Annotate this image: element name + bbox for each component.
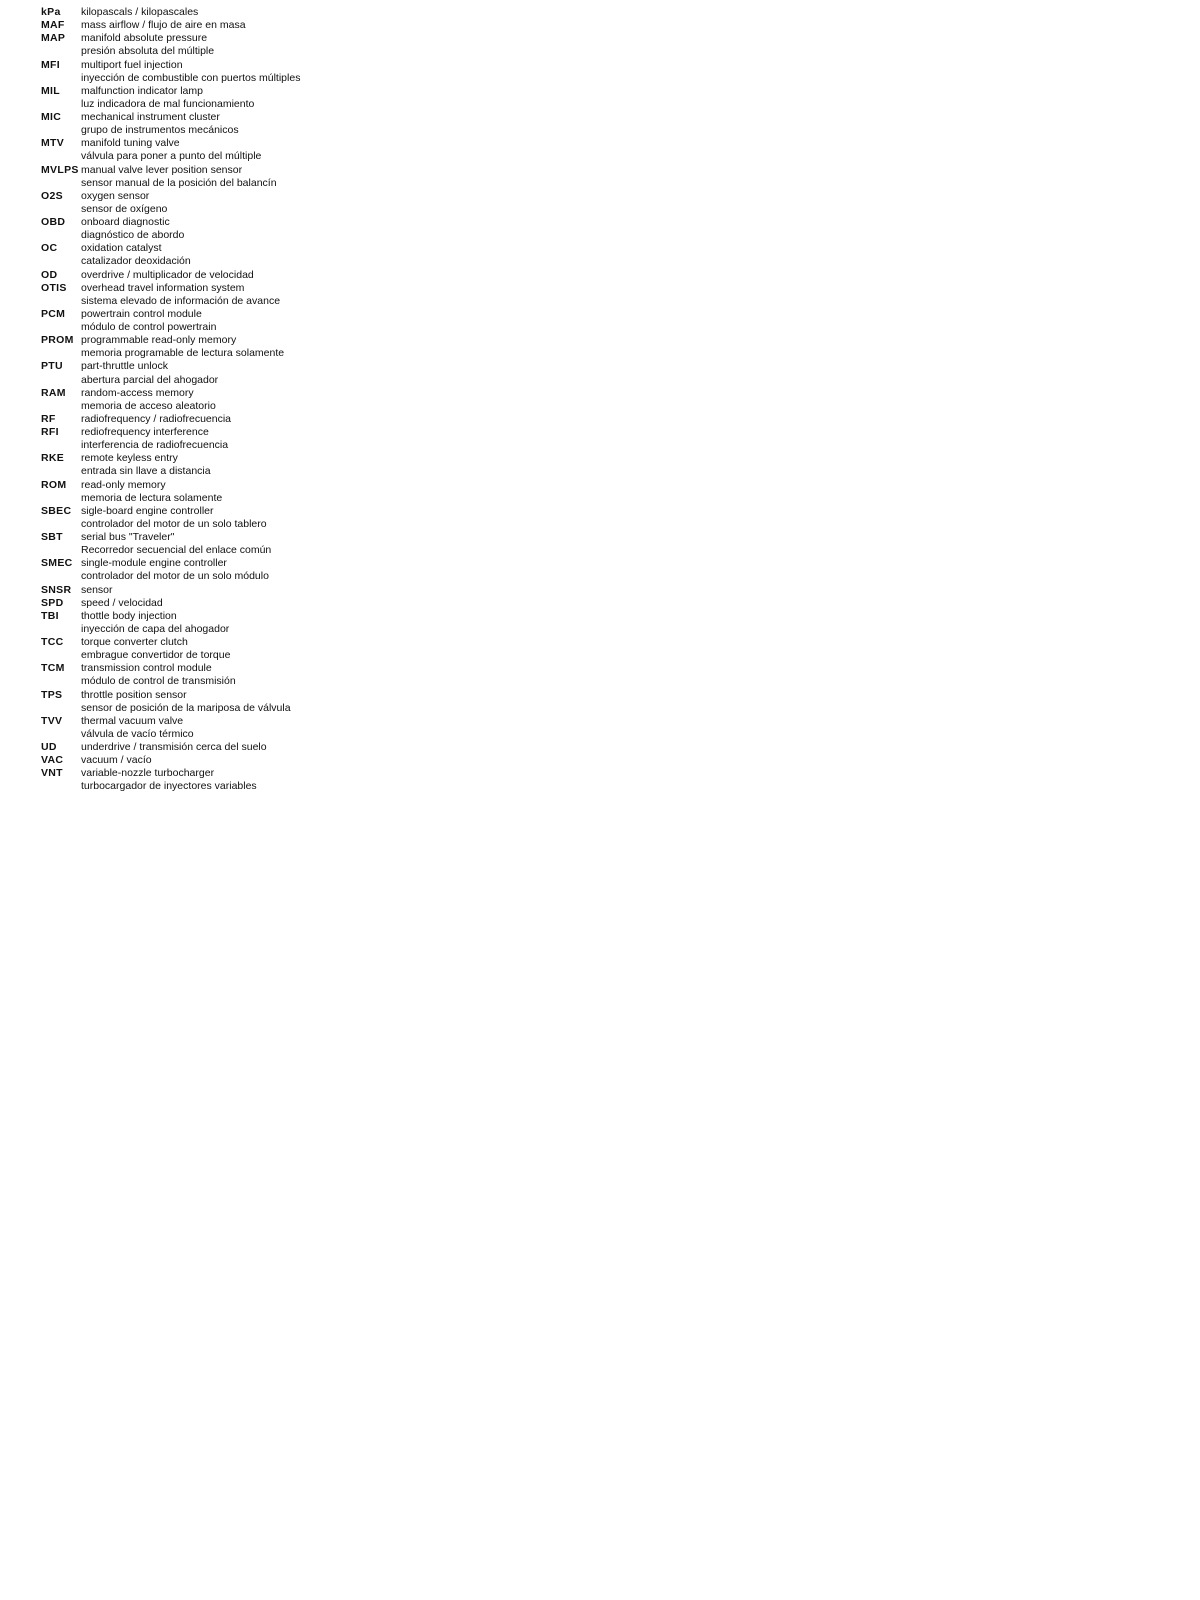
glossary-abbreviation: MFI xyxy=(41,58,60,71)
glossary-line xyxy=(41,45,741,58)
glossary-abbreviation xyxy=(41,374,81,387)
glossary-definition: presión absoluta del múltiple xyxy=(81,45,215,58)
glossary-definition: catalizador deoxidación xyxy=(81,255,191,268)
glossary-line xyxy=(41,767,741,780)
glossary-definition: sigle-board engine controller xyxy=(81,504,214,517)
glossary-definition: multiport fuel injection xyxy=(81,58,183,71)
glossary-abbreviation xyxy=(41,492,81,505)
glossary-definition: interferencia de radiofrecuencia xyxy=(81,439,229,452)
glossary-definition: variable-nozzle turbocharger xyxy=(81,767,215,780)
glossary-line xyxy=(41,531,741,544)
glossary-definition: overhead travel information system xyxy=(81,281,245,294)
glossary-abbreviation: kPa xyxy=(41,6,61,18)
glossary-line xyxy=(41,85,741,98)
glossary-abbreviation: OBD xyxy=(41,216,66,228)
glossary-abbreviation: MAP xyxy=(41,32,66,45)
glossary-abbreviation xyxy=(41,45,81,58)
glossary-line xyxy=(41,570,741,583)
glossary-definition: vacuum / vacío xyxy=(81,754,152,767)
glossary-line xyxy=(41,150,741,163)
glossary-abbreviation: RAM xyxy=(41,386,66,399)
glossary-abbreviation xyxy=(41,229,81,242)
glossary-definition: throttle position sensor xyxy=(81,688,187,701)
abbreviation-glossary xyxy=(41,6,741,794)
glossary-abbreviation xyxy=(41,400,81,413)
glossary-line xyxy=(41,282,741,295)
glossary-definition: válvula de vacío térmico xyxy=(81,727,194,740)
glossary-abbreviation: TCC xyxy=(41,636,64,648)
glossary-definition: sensor de posición de la mariposa de válvula xyxy=(81,701,291,714)
glossary-line xyxy=(41,387,741,400)
glossary-abbreviation xyxy=(41,780,81,793)
glossary-line xyxy=(41,19,741,32)
glossary-definition: grupo de instrumentos mecánicos xyxy=(81,124,239,137)
glossary-line xyxy=(41,728,741,741)
glossary-definition: malfunction indicator lamp xyxy=(81,84,203,97)
glossary-line xyxy=(41,190,741,203)
glossary-line xyxy=(41,689,741,702)
glossary-line xyxy=(41,334,741,347)
glossary-abbreviation: SMEC xyxy=(41,557,73,570)
glossary-abbreviation: PTU xyxy=(41,360,63,373)
glossary-line xyxy=(41,741,741,754)
glossary-definition: thottle body injection xyxy=(81,609,177,622)
glossary-abbreviation: TPS xyxy=(41,688,63,701)
glossary-definition: serial bus "Traveler" xyxy=(81,531,175,543)
glossary-line xyxy=(41,203,741,216)
glossary-line xyxy=(41,465,741,478)
glossary-definition: controlador del motor de un solo tablero xyxy=(81,517,267,530)
glossary-definition: read-only memory xyxy=(81,478,166,491)
glossary-abbreviation: RFI xyxy=(41,426,59,438)
glossary-line xyxy=(41,662,741,675)
glossary-definition: torque converter clutch xyxy=(81,636,188,648)
glossary-abbreviation xyxy=(41,544,81,557)
glossary-definition: diagnóstico de abordo xyxy=(81,229,185,242)
glossary-abbreviation xyxy=(41,72,81,85)
glossary-definition: memoria programable de lectura solamente xyxy=(81,347,285,360)
glossary-abbreviation xyxy=(41,124,81,137)
glossary-abbreviation xyxy=(41,675,81,688)
glossary-line xyxy=(41,347,741,360)
glossary-definition: thermal vacuum valve xyxy=(81,714,184,727)
glossary-line xyxy=(41,229,741,242)
glossary-line xyxy=(41,780,741,793)
glossary-definition: underdrive / transmisión cerca del suelo xyxy=(81,741,267,753)
glossary-definition: embrague convertidor de torque xyxy=(81,649,231,662)
glossary-definition: kilopascals / kilopascales xyxy=(81,6,199,18)
glossary-line xyxy=(41,295,741,308)
glossary-abbreviation: MIL xyxy=(41,84,60,97)
glossary-line xyxy=(41,360,741,373)
glossary-abbreviation xyxy=(41,728,81,741)
glossary-line xyxy=(41,216,741,229)
glossary-abbreviation xyxy=(41,255,81,268)
glossary-abbreviation: TCM xyxy=(41,662,65,675)
glossary-definition: mechanical instrument cluster xyxy=(81,111,220,123)
glossary-definition: memoria de acceso aleatorio xyxy=(81,399,216,412)
glossary-line xyxy=(41,702,741,715)
glossary-line xyxy=(41,164,741,177)
glossary-definition: programmable read-only memory xyxy=(81,334,237,347)
glossary-line xyxy=(41,492,741,505)
glossary-line xyxy=(41,111,741,124)
glossary-line xyxy=(41,177,741,190)
glossary-definition: luz indicadora de mal funcionamiento xyxy=(81,97,255,110)
glossary-abbreviation xyxy=(41,570,81,583)
glossary-definition: sensor manual de la posición del balancín xyxy=(81,176,277,189)
glossary-abbreviation: SBT xyxy=(41,531,63,543)
glossary-abbreviation xyxy=(41,465,81,478)
glossary-abbreviation: OD xyxy=(41,268,58,281)
glossary-abbreviation: RF xyxy=(41,412,56,425)
glossary-line xyxy=(41,479,741,492)
glossary-abbreviation: PROM xyxy=(41,334,74,347)
glossary-line xyxy=(41,649,741,662)
glossary-definition: entrada sin llave a distancia xyxy=(81,465,211,478)
glossary-abbreviation xyxy=(41,649,81,662)
glossary-definition: part-thruttle unlock xyxy=(81,360,168,373)
glossary-abbreviation: UD xyxy=(41,741,57,753)
glossary-definition: manifold absolute pressure xyxy=(81,32,208,45)
glossary-abbreviation: MTV xyxy=(41,137,65,150)
glossary-line xyxy=(41,413,741,426)
glossary-abbreviation xyxy=(41,623,81,636)
glossary-definition: válvula para poner a punto del múltiple xyxy=(81,150,262,163)
glossary-abbreviation: MAF xyxy=(41,19,65,32)
glossary-line xyxy=(41,557,741,570)
glossary-abbreviation xyxy=(41,321,81,334)
glossary-definition: overdrive / multiplicador de velocidad xyxy=(81,268,254,281)
glossary-definition: random-access memory xyxy=(81,386,194,399)
glossary-definition: sistema elevado de información de avance xyxy=(81,294,281,307)
glossary-definition: módulo de control de transmisión xyxy=(81,675,236,688)
glossary-line xyxy=(41,98,741,111)
glossary-definition: memoria de lectura solamente xyxy=(81,491,223,504)
glossary-abbreviation: SNSR xyxy=(41,583,72,596)
glossary-line xyxy=(41,439,741,452)
glossary-definition: inyección de capa del ahogador xyxy=(81,622,230,635)
glossary-abbreviation xyxy=(41,702,81,715)
glossary-definition: turbocargador de inyectores variables xyxy=(81,780,257,793)
glossary-abbreviation: OTIS xyxy=(41,281,67,294)
glossary-line xyxy=(41,124,741,137)
glossary-abbreviation xyxy=(41,98,81,111)
glossary-line xyxy=(41,715,741,728)
glossary-line xyxy=(41,137,741,150)
glossary-definition: manual valve lever position sensor xyxy=(81,163,243,176)
glossary-abbreviation xyxy=(41,203,81,216)
glossary-line xyxy=(41,675,741,688)
glossary-abbreviation xyxy=(41,518,81,531)
glossary-abbreviation: VAC xyxy=(41,754,64,767)
glossary-abbreviation: SBEC xyxy=(41,504,72,517)
glossary-definition: mass airflow / flujo de aire en masa xyxy=(81,19,246,32)
glossary-abbreviation: PCM xyxy=(41,307,66,320)
glossary-line xyxy=(41,452,741,465)
glossary-line xyxy=(41,72,741,85)
glossary-line xyxy=(41,6,741,19)
glossary-definition: inyección de combustible con puertos múltiples xyxy=(81,71,301,84)
glossary-line xyxy=(41,518,741,531)
glossary-line xyxy=(41,754,741,767)
glossary-abbreviation xyxy=(41,347,81,360)
glossary-abbreviation xyxy=(41,439,81,452)
glossary-abbreviation: TVV xyxy=(41,714,63,727)
glossary-line xyxy=(41,610,741,623)
glossary-line xyxy=(41,623,741,636)
glossary-abbreviation: OC xyxy=(41,242,58,255)
glossary-definition: Recorredor secuencial del enlace común xyxy=(81,544,272,557)
glossary-line xyxy=(41,59,741,72)
glossary-definition: manifold tuning valve xyxy=(81,137,180,150)
glossary-definition: controlador del motor de un solo módulo xyxy=(81,570,269,583)
glossary-line xyxy=(41,636,741,649)
glossary-definition: radiofrequency / radiofrecuencia xyxy=(81,412,232,425)
glossary-line xyxy=(41,32,741,45)
glossary-line xyxy=(41,242,741,255)
glossary-definition: onboard diagnostic xyxy=(81,216,170,228)
glossary-abbreviation: TBI xyxy=(41,609,59,622)
glossary-line xyxy=(41,584,741,597)
glossary-line xyxy=(41,308,741,321)
glossary-abbreviation: ROM xyxy=(41,478,67,491)
glossary-definition: single-module engine controller xyxy=(81,557,227,570)
glossary-definition: sensor de oxígeno xyxy=(81,202,168,215)
glossary-line xyxy=(41,255,741,268)
glossary-abbreviation: MIC xyxy=(41,111,62,123)
glossary-abbreviation: O2S xyxy=(41,189,63,202)
glossary-abbreviation: VNT xyxy=(41,767,63,780)
glossary-line xyxy=(41,269,741,282)
glossary-abbreviation xyxy=(41,295,81,308)
glossary-definition: módulo de control powertrain xyxy=(81,321,217,333)
glossary-abbreviation: SPD xyxy=(41,596,64,609)
glossary-definition: transmission control module xyxy=(81,662,212,675)
glossary-line xyxy=(41,426,741,439)
glossary-definition: rediofrequency interference xyxy=(81,426,209,438)
glossary-abbreviation xyxy=(41,177,81,190)
glossary-abbreviation: MVLPS xyxy=(41,163,79,176)
glossary-line xyxy=(41,400,741,413)
glossary-definition: powertrain control module xyxy=(81,307,202,320)
glossary-line xyxy=(41,597,741,610)
glossary-line xyxy=(41,321,741,334)
glossary-definition: oxidation catalyst xyxy=(81,242,162,255)
glossary-line xyxy=(41,505,741,518)
glossary-line xyxy=(41,544,741,557)
glossary-abbreviation xyxy=(41,150,81,163)
glossary-definition: abertura parcial del ahogador xyxy=(81,373,219,386)
glossary-definition: sensor xyxy=(81,583,113,596)
glossary-abbreviation: RKE xyxy=(41,452,65,465)
glossary-definition: oxygen sensor xyxy=(81,189,150,202)
glossary-line xyxy=(41,374,741,387)
glossary-definition: speed / velocidad xyxy=(81,596,163,609)
glossary-definition: remote keyless entry xyxy=(81,452,178,465)
